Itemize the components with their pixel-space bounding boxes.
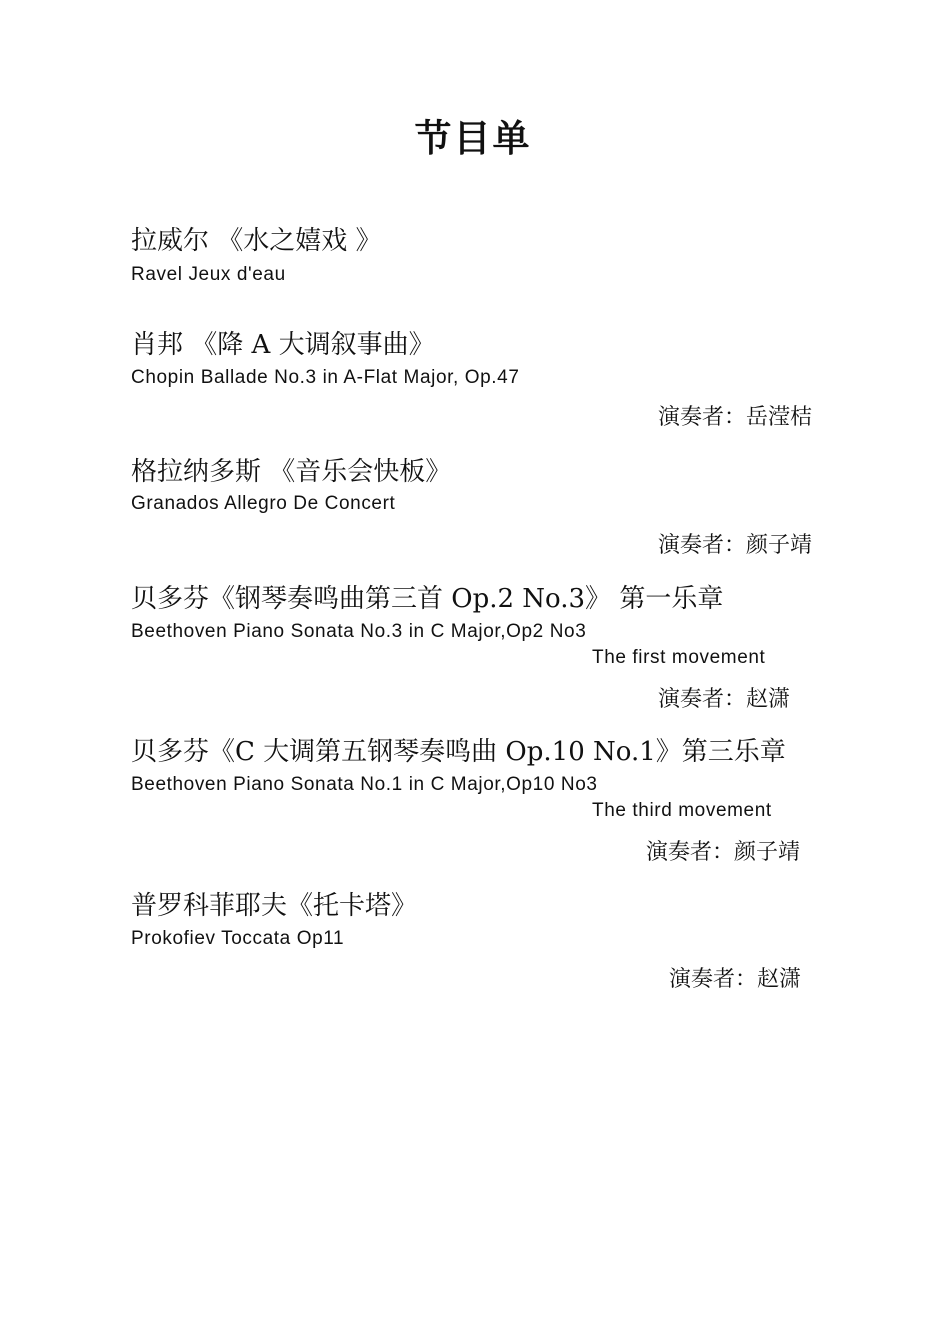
piece-title-en: Beethoven Piano Sonata No.3 in C Major,Op2 No3 — [131, 621, 587, 642]
piece-title-zh: 格拉纳多斯 《音乐会快板》 — [131, 457, 452, 487]
movement-label: The third movement — [592, 800, 772, 821]
performer-label: 演奏者：颜子靖 — [646, 840, 801, 865]
piece-title-zh: 贝多芬《C 大调第五钢琴奏鸣曲 Op.10 No.1》第三乐章 — [131, 737, 786, 767]
performer-label: 演奏者：赵潇 — [658, 687, 791, 712]
piece-title-en: Granados Allegro De Concert — [131, 493, 396, 514]
piece-title-zh: 贝多芬《钢琴奏鸣曲第三首 Op.2 No.3》 第一乐章 — [131, 584, 724, 614]
piece-title-en: Beethoven Piano Sonata No.1 in C Major,Op10 No3 — [131, 774, 598, 795]
piece-title-en: Chopin Ballade No.3 in A-Flat Major, Op.47 — [131, 367, 520, 388]
piece-title-en: Prokofiev Toccata Op11 — [131, 928, 345, 949]
piece-title-zh: 拉威尔 《水之嬉戏 》 — [131, 226, 382, 256]
piece-title-zh: 普罗科菲耶夫《托卡塔》 — [131, 891, 418, 921]
piece-title-zh: 肖邦 《降 A 大调叙事曲》 — [131, 330, 435, 360]
performer-label: 演奏者：颜子靖 — [658, 533, 813, 558]
performer-label: 演奏者：岳滢桔 — [658, 405, 813, 430]
page-title: 节目单 — [414, 117, 532, 160]
piece-title-en: Ravel Jeux d'eau — [131, 264, 286, 285]
movement-label: The first movement — [592, 647, 766, 668]
performer-label: 演奏者：赵潇 — [669, 967, 802, 992]
